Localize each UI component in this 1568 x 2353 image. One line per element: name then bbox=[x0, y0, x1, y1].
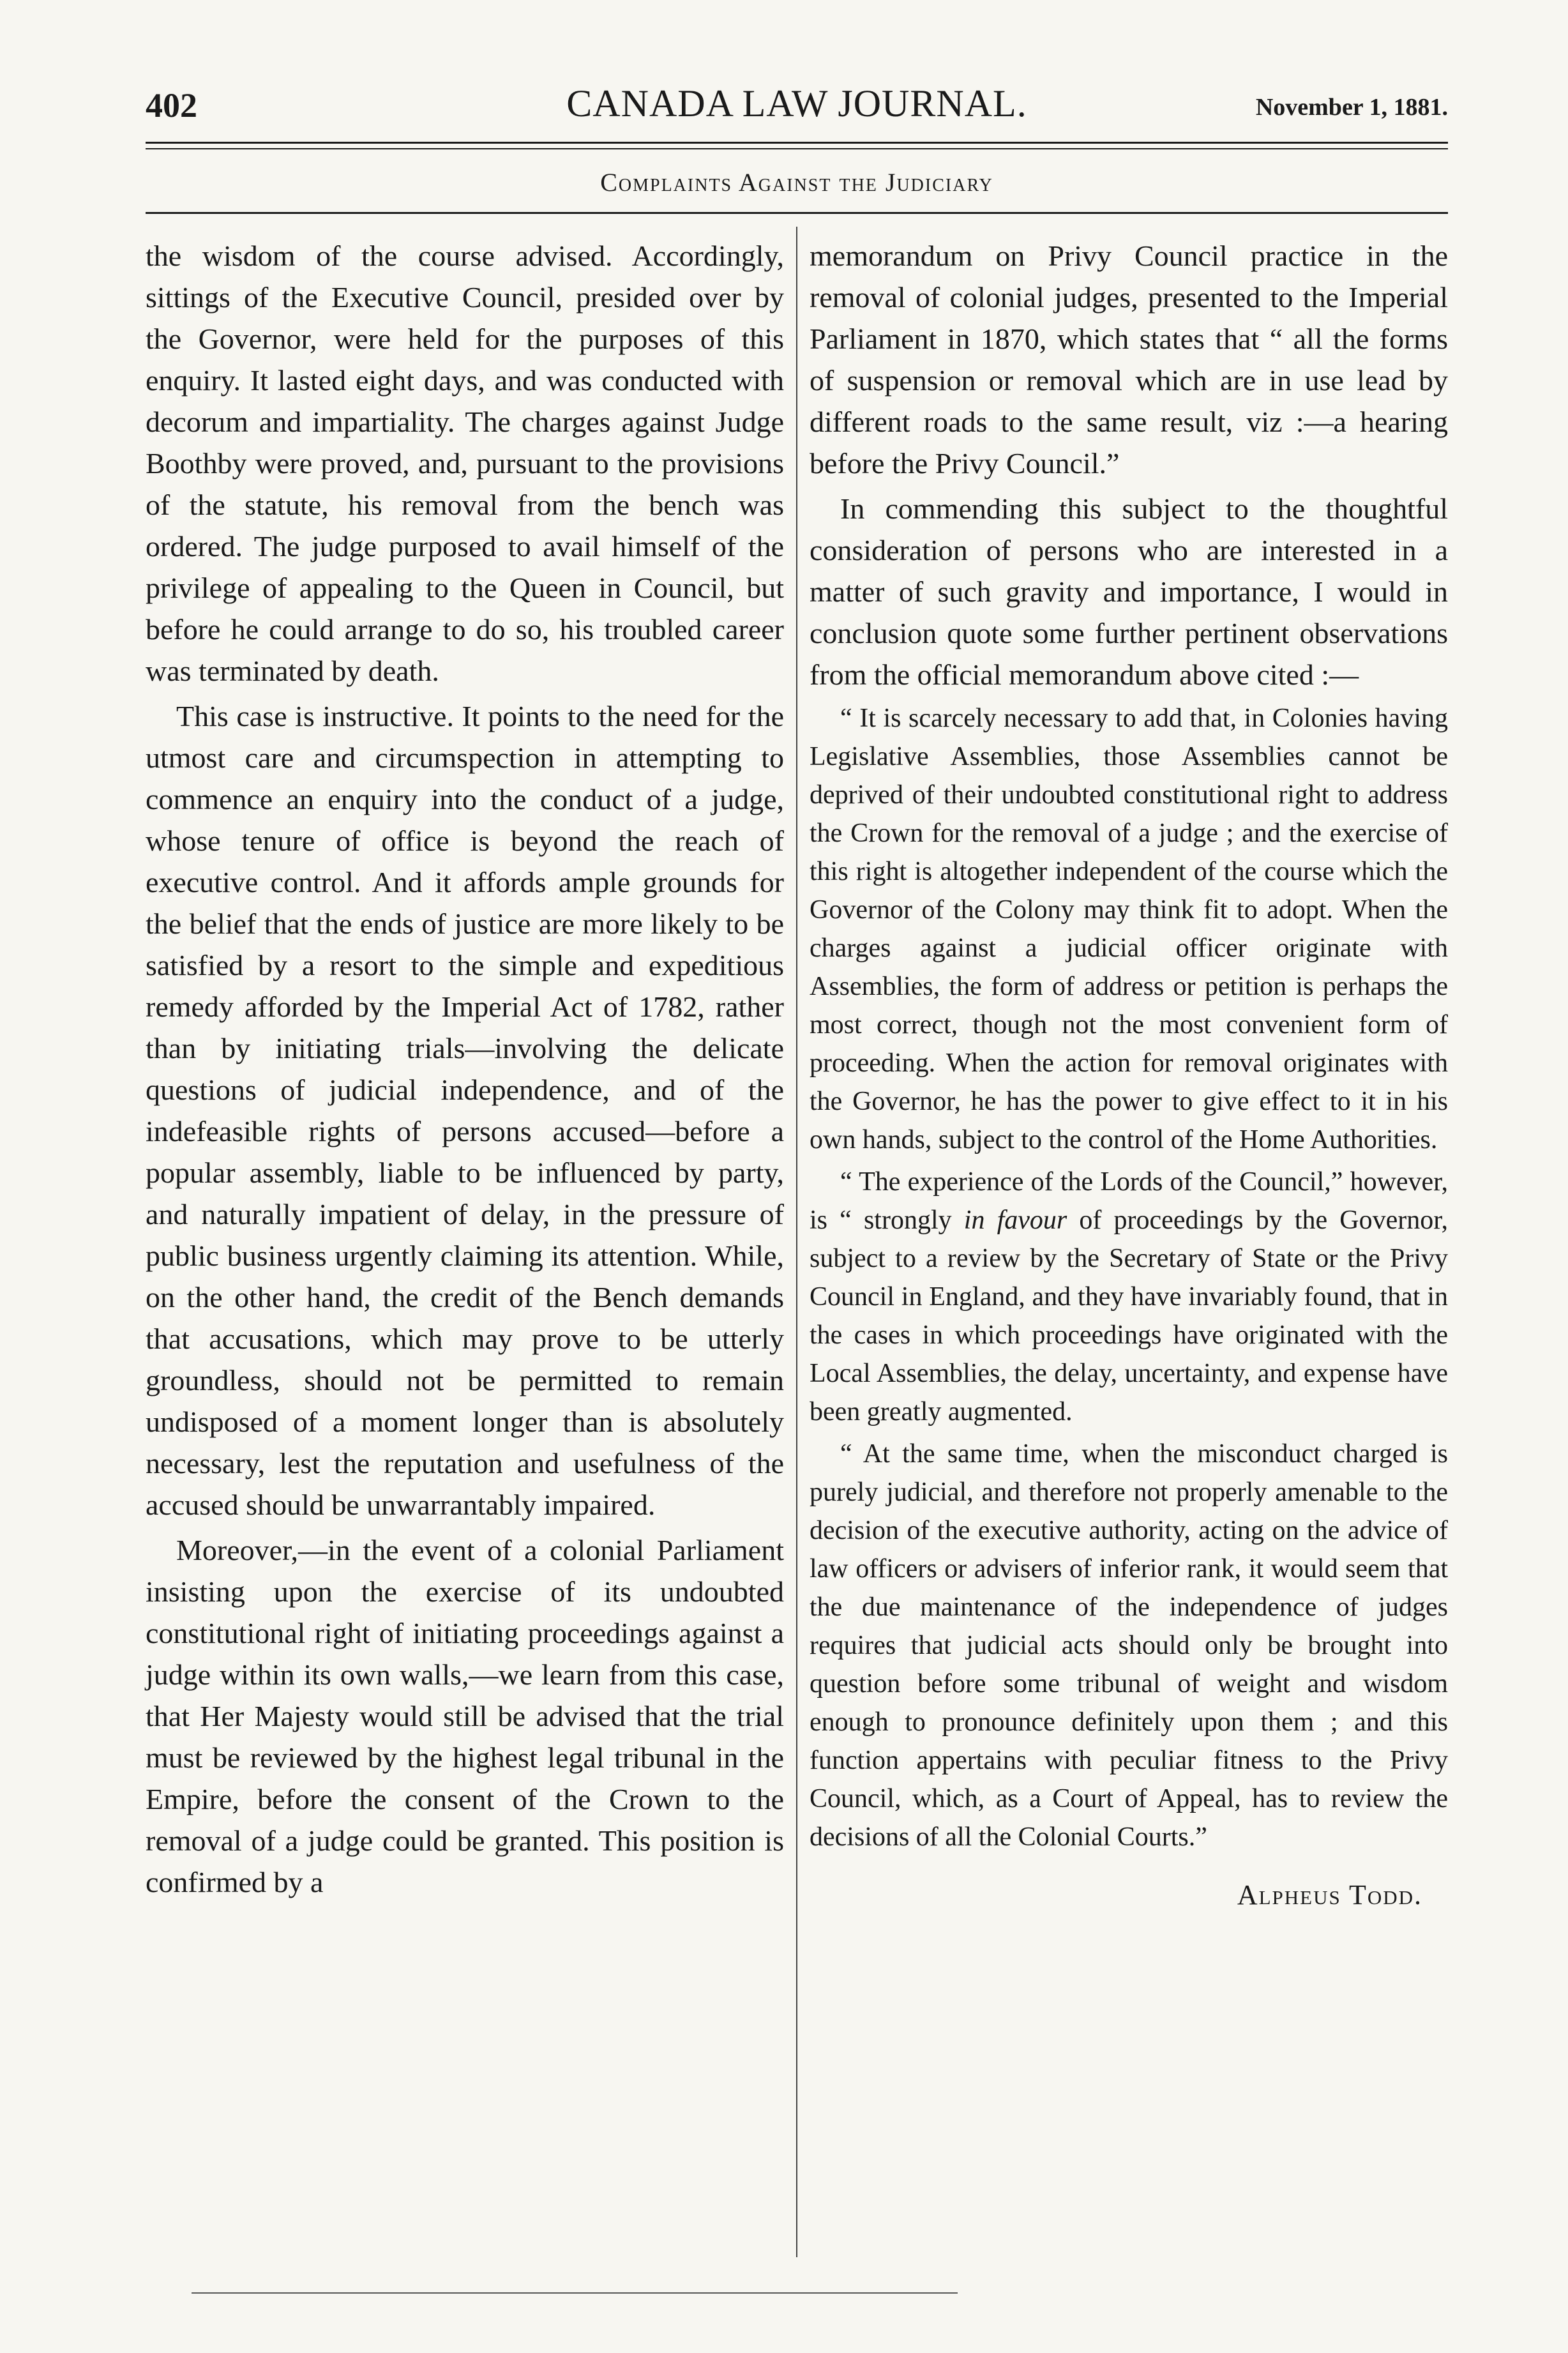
left-paragraph-1: the wisdom of the course advised. Accordingly, sittings of the Executive Council, presided over by the Governor, were held for the purposes of this enquiry. It lasted eight days, and was conducted with decorum and impartiality. The charges against Judge Boothby were proved, and, pursuant to the provisions of the statute, his removal from the bench was ordered. The judge purposed to avail himself of the privilege of appealing to the Queen in Council, but before he could arrange to do so, his troubled career was terminated by death. bbox=[146, 239, 784, 687]
left-paragraph-3: Moreover,—in the event of a colonial Parliament insisting upon the exercise of its undoubted constitutional right of initiating proceedings against a judge within its own walls,—we learn from this case, that Her Majesty would still be advised that the trial must be reviewed by the highest legal tribunal in the Empire, before the consent of the Crown to the removal of a judge could be granted. This position is confirmed by a bbox=[146, 1534, 784, 1898]
journal-title: CANADA LAW JOURNAL. bbox=[566, 82, 1027, 125]
quote-2-text-start: “ The experience of the Lords of the Council,” however, is “ strongly bbox=[810, 1167, 1448, 1235]
author-signature: Alpheus Todd. bbox=[1237, 1879, 1422, 1910]
header-rule-bottom bbox=[146, 148, 1448, 149]
quote-paragraph-3: “ At the same time, when the misconduct charged is purely judicial, and therefore not properly amenable to the decision of the executive authority, acting on the advice of law officers or advisers of inferior rank, it would seem that the due maintenance of the independence of judges requires that judicial acts should only be brought into question before some tribunal of weight and wisdom enough to pronounce definitely upon them ; and this function appertains with peculiar fitness to the Privy Council, which, as a Court of Appeal, has to review the decisions of all the Colonial Courts.” bbox=[810, 1439, 1448, 1852]
left-paragraph-2: This case is instructive. It points to the need for the utmost care and circumspection in attempting to commence an enquiry into the conduct of a judge, whose tenure of office is beyond the reach of executive control. And it affords ample grounds for the belief that the ends of justice are more likely to be satisfied by a resort to the simple and expeditious remedy afforded by the Imperial Act of 1782, rather than by initiating trials—involving the delicate questions of judicial independence, and of the indefeasible rights of persons accused—before a popular assembly, liable to be influenced by party, and naturally impatient of delay, in the pressure of public business urgently claiming its attention. While, on the other hand, the credit of the Bench demands that accusations, which may prove to be utterly groundless, should not be permitted to remain undisposed of a moment longer than is absolutely necessary, lest the reputation and usefulness of the accused should be unwarrantably impaired. bbox=[146, 700, 784, 1521]
header-rule-top bbox=[146, 142, 1448, 144]
right-column bbox=[810, 235, 1448, 1916]
quote-2-text-end: of proceedings by the Governor, subject to a review by the Secretary of State or the Privy Council in England, and they have invariably found, that in the cases in which proceedings have originated with the Local Assemblies, the delay, uncertainty, and expense have been greatly augmented. bbox=[810, 1206, 1448, 1426]
issue-date: November 1, 1881. bbox=[1255, 94, 1448, 121]
quote-paragraph-2 bbox=[810, 1163, 1448, 1431]
right-paragraph-1: memorandum on Privy Council practice in the removal of colonial judges, presented to the Imperial Parliament in 1870, which states that “ all the forms of suspension or removal which are in use lead by different roads to the same result, viz :—a hearing before the Privy Council.” bbox=[810, 239, 1448, 480]
quote-paragraph-1: “ It is scarcely necessary to add that, in Colonies having Legislative Assemblies, those Assemblies cannot be deprived of their undoubted constitutional right to address the Crown for the removal of a judge ; and the exercise of this right is altogether independent of the course which the Governor of the Colony may think fit to adopt. When the charges against a judicial officer originate with Assemblies, the form of address or petition is perhaps the most correct, though not the most convenient form of proceeding. When the action for removal originates with the Governor, he has the power to give effect to it in his own hands, subject to the control of the Home Authorities. bbox=[810, 704, 1448, 1154]
page-number: 402 bbox=[146, 86, 197, 125]
left-column bbox=[146, 235, 784, 1903]
column-divider bbox=[796, 227, 797, 2257]
running-head: Complaints Against the Judiciary bbox=[600, 168, 993, 197]
right-paragraph-2: In commending this subject to the thoughtful consideration of persons who are interested in a matter of such gravity and importance, I would in conclusion quote some further pertinent observations from the official memorandum above cited :— bbox=[810, 492, 1448, 691]
page-header bbox=[146, 82, 1448, 133]
quote-2-italic: in favour bbox=[963, 1206, 1067, 1235]
running-head-rule bbox=[146, 212, 1448, 214]
footer-rule bbox=[192, 2292, 958, 2294]
